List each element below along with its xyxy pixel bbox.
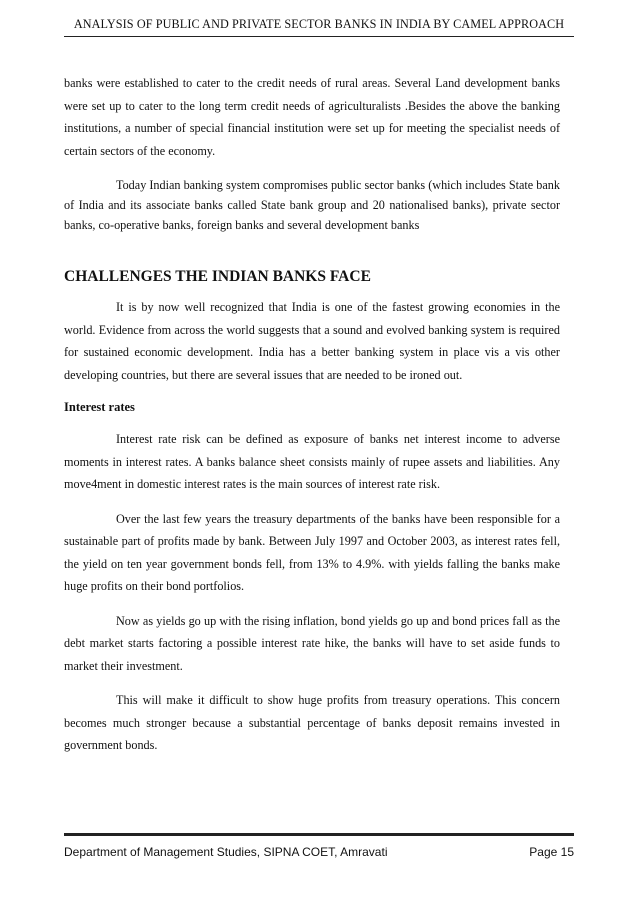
section-heading-challenges: CHALLENGES THE INDIAN BANKS FACE bbox=[64, 268, 371, 285]
subheading-interest-rates: Interest rates bbox=[64, 400, 135, 414]
paragraph-interest-rate-risk: Interest rate risk can be defined as exposure of banks net interest income to adverse moments in interest rates. A banks balance sheet consists mainly of rupee assets and liabilities. Any move4ment in domestic interest rates is the main sources of interest rate risk. bbox=[64, 432, 560, 491]
paragraph-banking-system: Today Indian banking system compromises public sector banks (which includes State bank of India and its associate banks called State bank group and 20 nationalised banks), private sector banks, co-operative banks, foreign banks and several development banks bbox=[64, 178, 560, 232]
paragraph-rural-banks: banks were established to cater to the credit needs of rural areas. Several Land development banks were set up to cater to the long term credit needs of agriculturalists .Besides the above the banking institutions, a number of special financial institution were set up for meeting the specialist needs of certain sectors of the economy. bbox=[64, 76, 560, 158]
paragraph-treasury-concern: This will make it difficult to show huge profits from treasury operations. This concern becomes much stronger because a substantial percentage of banks deposit remains invested in government bonds. bbox=[64, 693, 560, 752]
running-header: ANALYSIS OF PUBLIC AND PRIVATE SECTOR BANKS IN INDIA BY CAMEL APPROACH bbox=[73, 17, 565, 31]
header-rule bbox=[64, 36, 574, 37]
footer-rule bbox=[64, 833, 574, 836]
footer-department: Department of Management Studies, SIPNA COET, Amravati bbox=[64, 845, 388, 859]
page-content bbox=[64, 72, 560, 757]
footer-page-number: Page 15 bbox=[529, 845, 574, 859]
paragraph-rising-yields: Now as yields go up with the rising inflation, bond yields go up and bond prices fall as the debt market starts factoring a possible interest rate hike, the banks will have to set aside funds to market their investment. bbox=[64, 613, 560, 673]
paragraph-treasury-profits: Over the last few years the treasury departments of the banks have been responsible for a sustainable part of profits made by bank. Between July 1997 and October 2003, as interest rates fell, the yield on ten year government bonds fell, from 13% to 4.9%. with yields falling the banks make huge profits on their bond portfolios. bbox=[64, 511, 560, 593]
paragraph-fastest-growing: It is by now well recognized that India is one of the fastest growing economies in the world. Evidence from across the world suggests that a sound and evolved banking system is required for sustained economic development. India has a better banking system in place vis a vis other developing countries, but there are several issues that are needed to be ironed out. bbox=[64, 300, 560, 382]
